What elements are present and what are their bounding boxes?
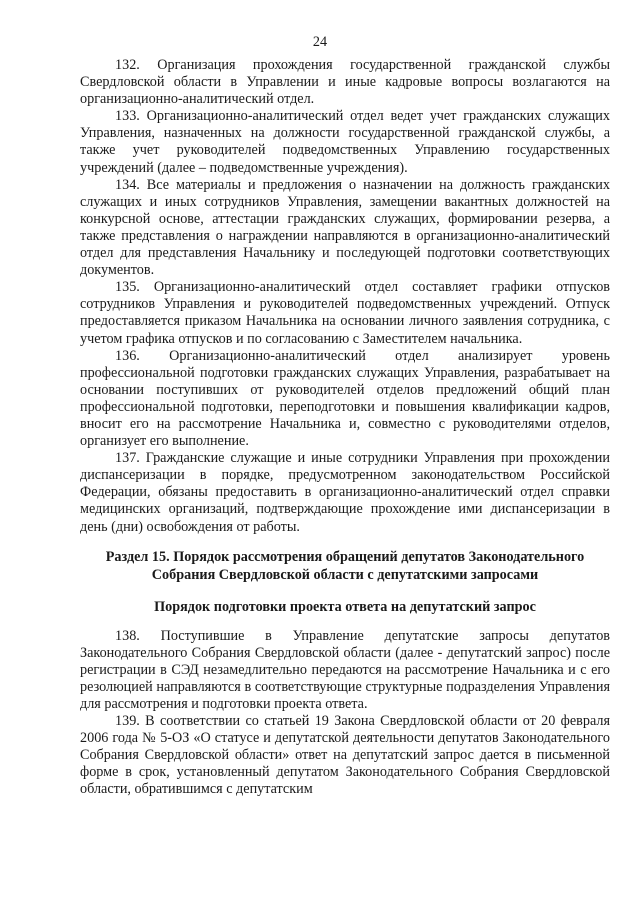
subsection-heading: Порядок подготовки проекта ответа на депутатский запрос: [154, 598, 536, 615]
paragraph-138: 138. Поступившие в Управление депутатские запросы депутатов Законодательного Собрания Свердловской области (далее - депутатский запрос) после регистрации в СЭД незамедлительно передаются на рассмотрение Начальника и с его резолюцией направляются в соответствующие структурные подразделения Управления для рассмотрения и подготовки проекта ответа.: [80, 627, 610, 712]
page-body: [80, 57, 610, 799]
paragraph-134: 134. Все материалы и предложения о назначении на должность гражданских служащих и иных сотрудников Управления, замещении вакантных должностей на конкурсной основе, аттестации гражданских служащих, формировании резерва, а также представления о награждении направляются в организационно-аналитический отдел для представления Начальнику и последующей подготовки соответствующих документов.: [80, 176, 610, 279]
paragraph-139: 139. В соответствии со статьей 19 Закона Свердловской области от 20 февраля 2006 года № 5-ОЗ «О статусе и депутатской деятельности депутатов Законодательного Собрания Свердловской области» ответ на депутатский запрос дается в письменной форме в срок, установленный депутатом Законодательного Собрания Свердловской области, обратившимся с депутатским: [80, 713, 610, 798]
paragraph-132: 132. Организация прохождения государственной гражданской службы Свердловской области в Управлении и иные кадровые вопросы возлагаются на организационно-аналитический отдел.: [80, 57, 610, 108]
page-number: 24: [312, 34, 328, 50]
paragraph-136: 136. Организационно-аналитический отдел анализирует уровень профессиональной подготовки гражданских служащих Управления, разрабатывает на основании поступивших от руководителей отделов предложений общий план профессиональной подготовки, переподготовки и повышения квалификации кадров, вносит его на рассмотрение Начальника и, совместно с руководителями отделов, организует его выполнение.: [80, 347, 610, 450]
paragraph-137: 137. Гражданские служащие и иные сотрудники Управления при прохождении диспансеризации в порядке, предусмотренном законодательством Российской Федерации, обязаны предоставить в организационно-аналитический отдел справки медицинских организаций, подтверждающие прохождение ими диспансеризации в день (дни) освобождения от работы.: [80, 450, 610, 535]
paragraph-133: 133. Организационно-аналитический отдел ведет учет гражданских служащих Управления, назначенных на должности государственной гражданской службы, а также учет руководителей подведомственных Управлению государственных учреждений (далее – подведомственные учреждения).: [80, 108, 610, 176]
paragraph-135: 135. Организационно-аналитический отдел составляет графики отпусков сотрудников Управления и руководителей подведомственных учреждений. Отпуск предоставляется приказом Начальника на основании личного заявления сотрудника, с учетом графика отпусков и по согласованию с Заместителем начальника.: [80, 279, 610, 347]
section-heading: Раздел 15. Порядок рассмотрения обращений депутатов Законодательного Собрания Свердловской области с депутатскими запросами: [105, 548, 585, 583]
